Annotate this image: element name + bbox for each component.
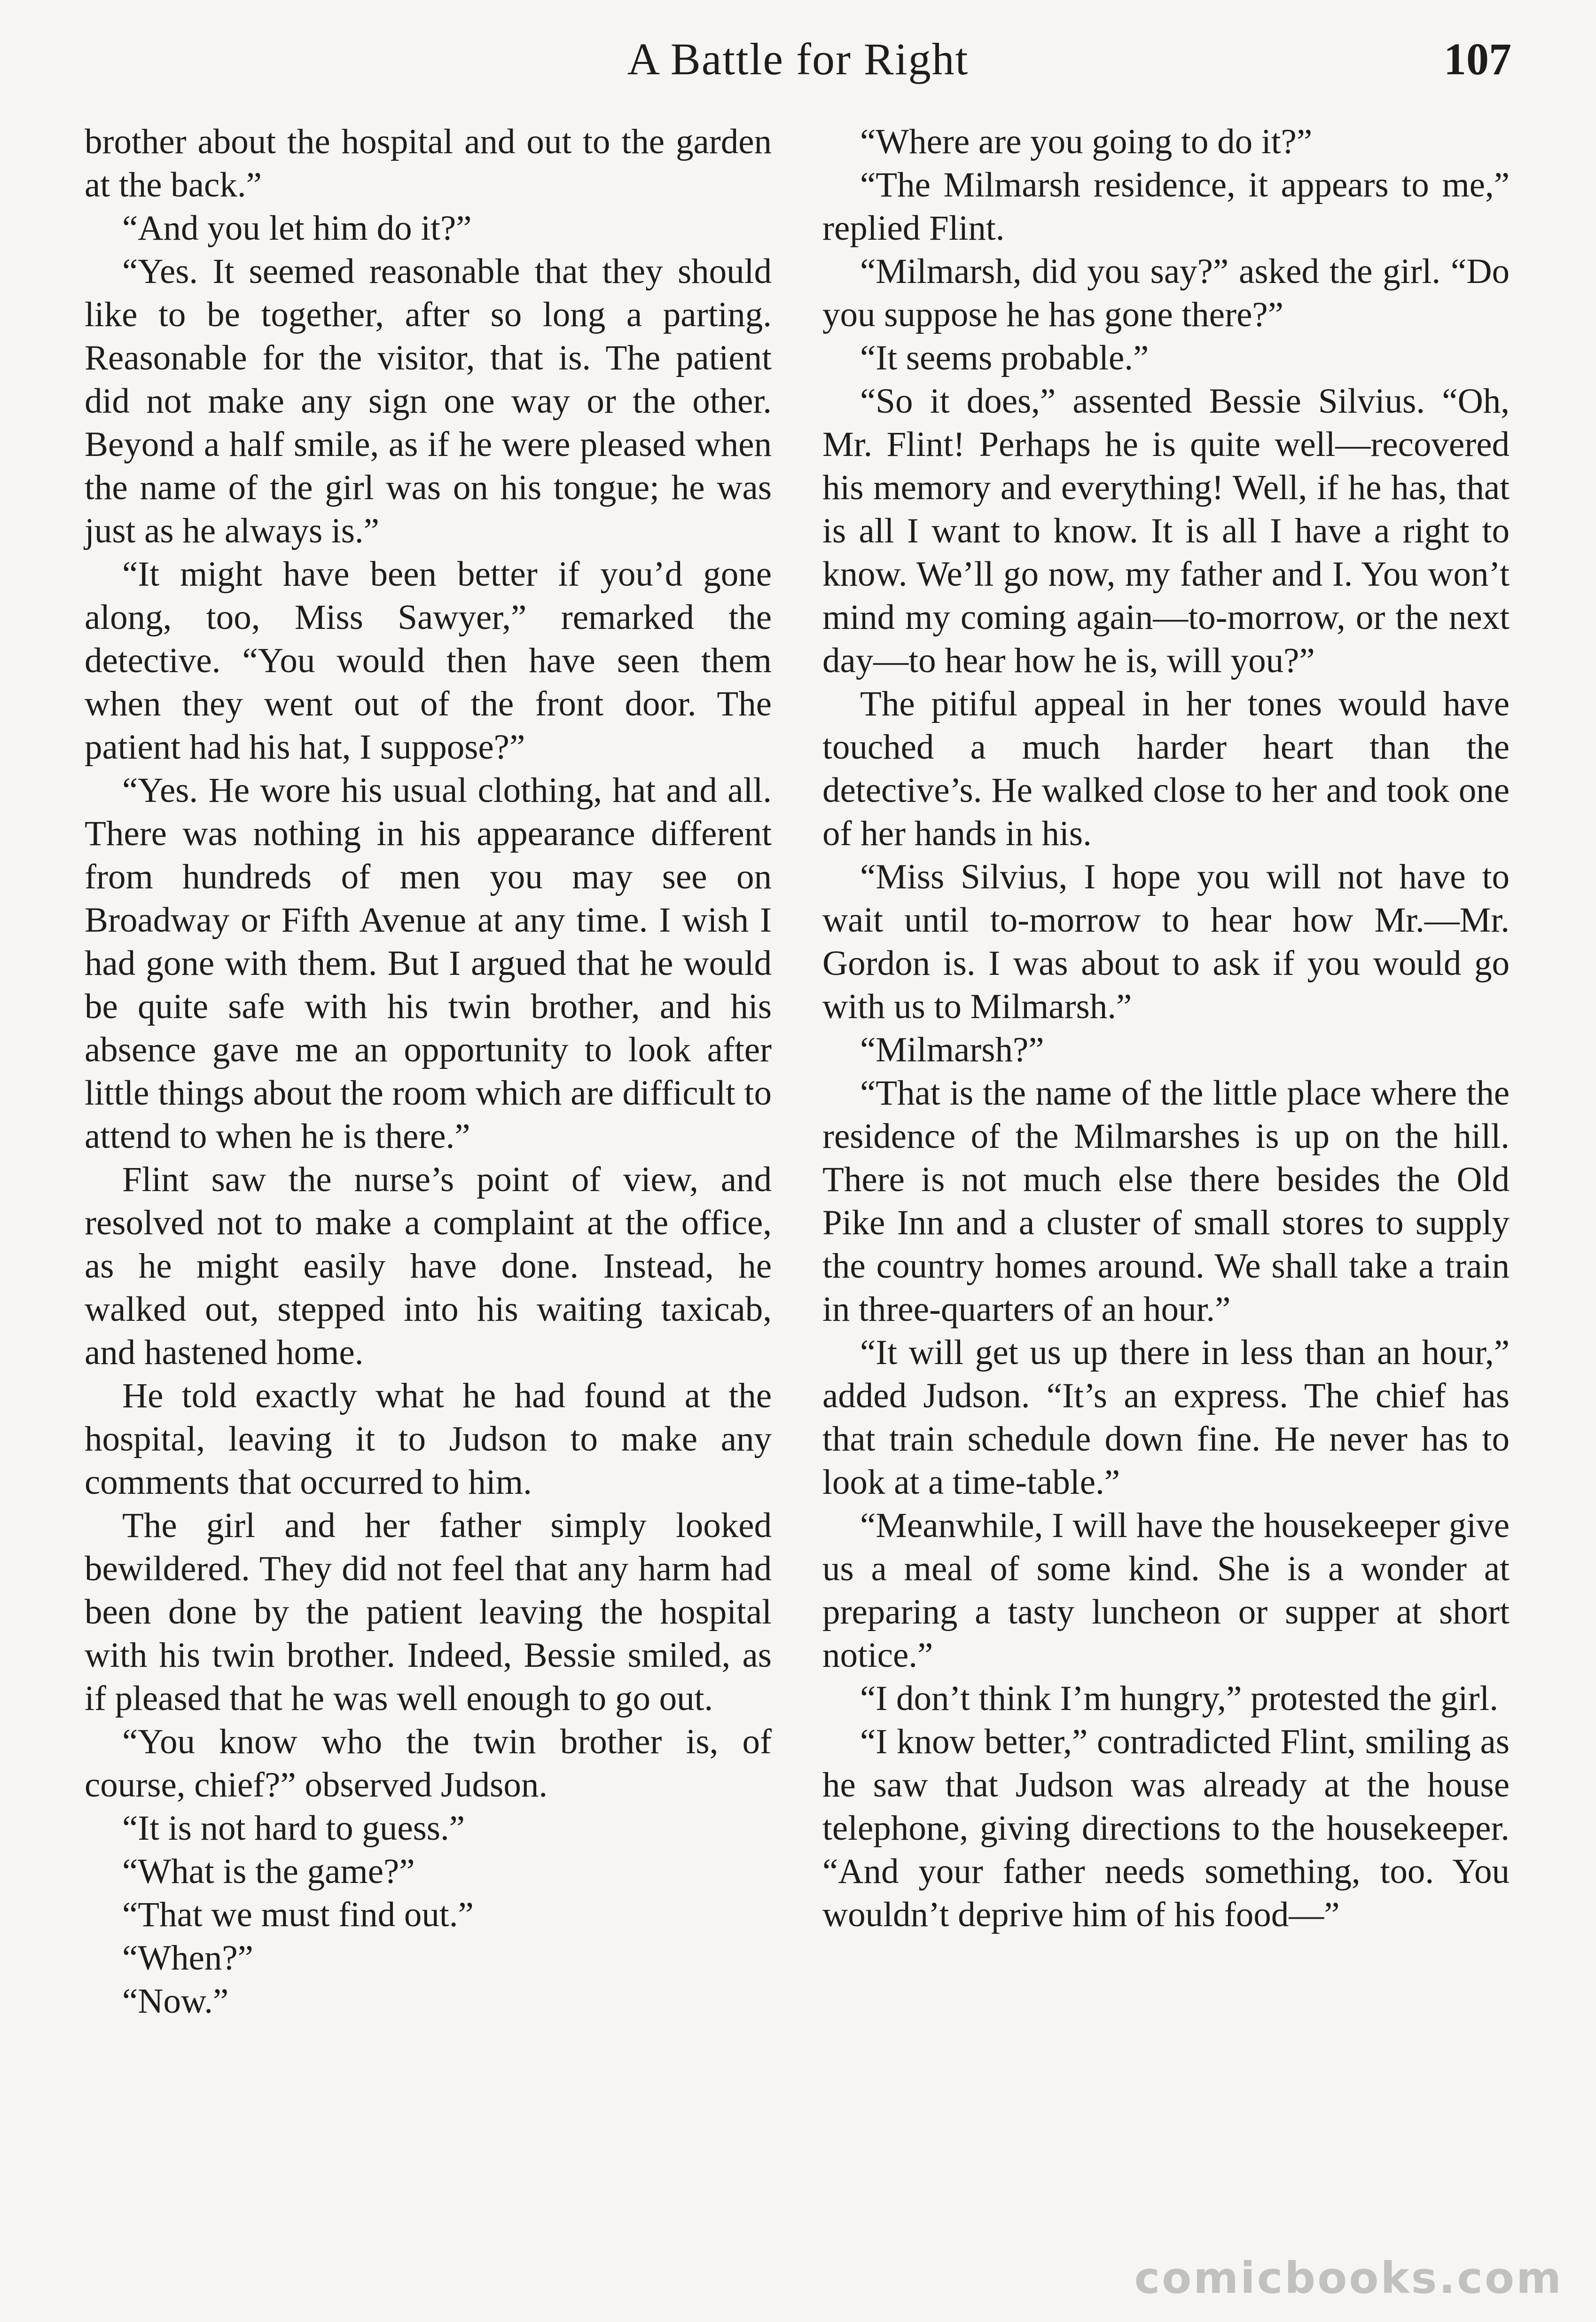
paragraph: “Milmarsh, did you say?” asked the girl. “Do you suppose he has gone there?” [822, 252, 1510, 334]
paragraph: “So it does,” assented Bessie Silvius. “Oh, Mr. Flint! Perhaps he is quite well—recovered his memory and everything! Well, if he has, that is all I want to know. It is all I have a right to know. We’ll go now, my father and I. You won’t mind my coming again—to-morrow, or the next day—to hear how he is, will you?” [822, 382, 1510, 680]
paragraph: “Yes. He wore his usual clothing, hat and all. There was nothing in his appearance different from hundreds of men you may see on Broadway or Fifth Avenue at any time. I wish I had gone with them. But I argued that he would be quite safe with his twin brother, and his absence gave me an opportunity to look after little things about the room which are difficult to attend to when he is there.” [85, 771, 772, 1156]
paragraph: brother about the hospital and out to the garden at the back.” [85, 122, 772, 204]
paragraph: “It will get us up there in less than an hour,” added Judson. “It’s an express. The chief has that train schedule down fine. He never has to look at a time-table.” [822, 1333, 1510, 1502]
right-column [822, 120, 1510, 1937]
paragraph: “When?” [122, 1938, 253, 1977]
paragraph: “It seems probable.” [860, 338, 1149, 377]
paragraph: “Milmarsh?” [860, 1030, 1044, 1069]
paragraph: “I don’t think I’m hungry,” protested the girl. [860, 1679, 1499, 1718]
paragraph: “I know better,” contradicted Flint, smiling as he saw that Judson was already at the house telephone, giving directions to the housekeeper. “And your father needs something, too. You wouldn’t deprive him of his food—” [822, 1722, 1510, 1934]
paragraph: “The Milmarsh residence, it appears to me,” replied Flint. [822, 165, 1510, 248]
paragraph: “Now.” [122, 1982, 229, 2021]
paragraph: “It might have been better if you’d gone along, too, Miss Sawyer,” remarked the detective. “You would then have seen them when they went out of the front door. The patient had his hat, I suppose?” [85, 555, 772, 767]
paragraph: The girl and her father simply looked bewildered. They did not feel that any harm had been done by the patient leaving the hospital with his twin brother. Indeed, Bessie smiled, as if pleased that he was well enough to go out. [85, 1506, 772, 1718]
paragraph: “What is the game?” [122, 1852, 415, 1891]
paragraph: “Where are you going to do it?” [860, 122, 1313, 161]
page-header [85, 26, 1511, 97]
running-title: A Battle for Right [627, 34, 969, 84]
left-column [85, 120, 772, 2023]
paragraph: “That is the name of the little place where the residence of the Milmarshes is up on the hill. There is not much else there besides the Old Pike Inn and a cluster of small stores to supply the country homes around. We shall take a train in three-quarters of an hour.” [822, 1074, 1510, 1329]
watermark: comicbooks.com [1134, 2253, 1563, 2303]
paragraph: “You know who the twin brother is, of course, chief?” observed Judson. [85, 1722, 772, 1804]
paragraph: The pitiful appeal in her tones would have touched a much harder heart than the detective’s. He walked close to her and took one of her hands in his. [822, 684, 1510, 853]
paragraph: “And you let him do it?” [122, 209, 472, 248]
paragraph: “That we must find out.” [122, 1895, 474, 1934]
paragraph: “Yes. It seemed reasonable that they should like to be together, after so long a parting. Reasonable for the visitor, that is. The patient did not make any sign one way or the other. Beyond a half smile, as if he were pleased when the name of the girl was on his tongue; he was just as he always is.” [85, 252, 772, 550]
page-number: 107 [1444, 34, 1511, 84]
paragraph: Flint saw the nurse’s point of view, and resolved not to make a complaint at the office, as he might easily have done. Instead, he walked out, stepped into his waiting taxicab, and hastened home. [85, 1160, 772, 1372]
paragraph: He told exactly what he had found at the hospital, leaving it to Judson to make any comments that occurred to him. [85, 1376, 772, 1502]
paragraph: “It is not hard to guess.” [122, 1809, 465, 1848]
paragraph: “Meanwhile, I will have the housekeeper give us a meal of some kind. She is a wonder at preparing a tasty luncheon or supper at short notice.” [822, 1506, 1510, 1675]
paragraph: “Miss Silvius, I hope you will not have to wait until to-morrow to hear how Mr.—Mr. Gordon is. I was about to ask if you would go with us to Milmarsh.” [822, 857, 1510, 1026]
